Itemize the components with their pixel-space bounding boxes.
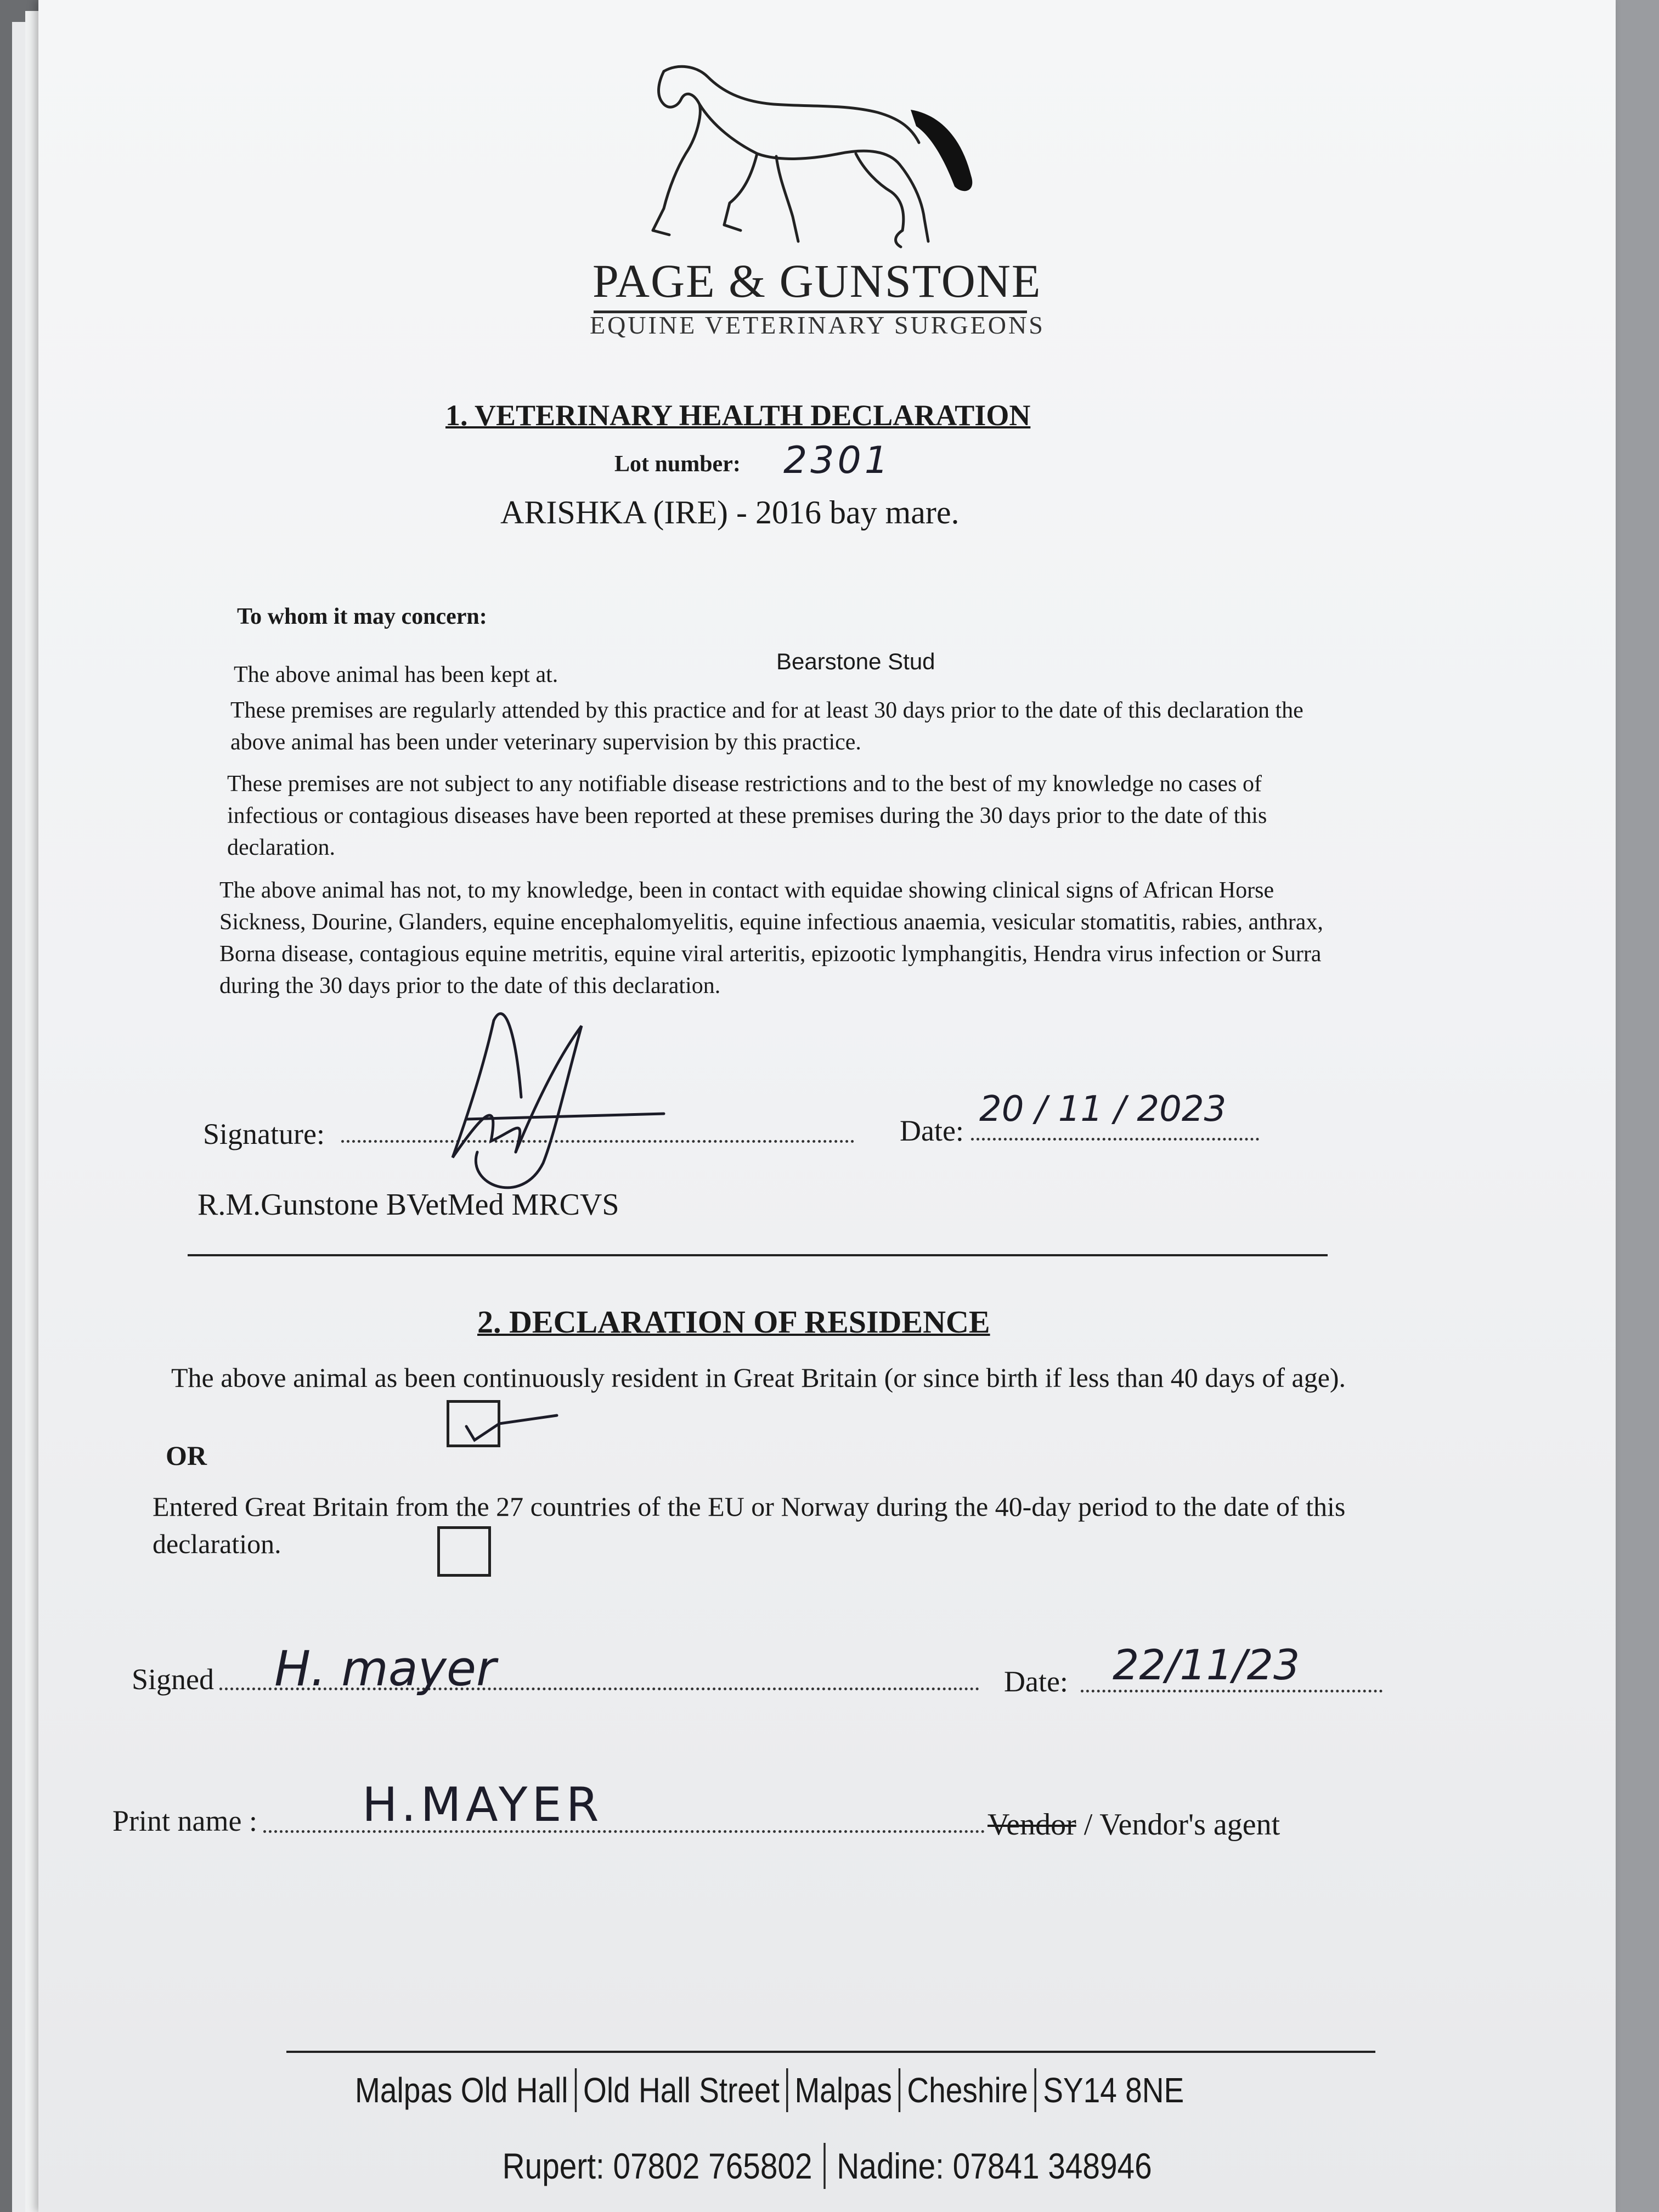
residence-option-2: Entered Great Britain from the 27 countries of the EU or Norway during the 40-day period to the date of this declaration.: [153, 1491, 1346, 1559]
print-name-label: Print name :: [112, 1804, 257, 1837]
phone-rupert: Rupert: 07802 765802: [502, 2146, 812, 2186]
address-line: Malpas Old Hall: [355, 2070, 568, 2110]
signed-label: Signed: [132, 1663, 215, 1696]
lot-number-value: 2301: [783, 439, 892, 482]
option2-checkbox[interactable]: [437, 1526, 491, 1577]
print-name-value: H.MAYER: [362, 1778, 603, 1832]
footer-divider: [286, 2051, 1375, 2053]
brand-subtitle: EQUINE VETERINARY SURGEONS: [590, 311, 1045, 339]
section-divider: [188, 1254, 1328, 1256]
vet-name: R.M.Gunstone BVetMed MRCVS: [198, 1188, 619, 1222]
signed-signature: H. mayer: [274, 1640, 496, 1697]
phone-nadine: Nadine: 07841 348946: [837, 2146, 1152, 2186]
section2-heading: 2. DECLARATION OF RESIDENCE: [477, 1304, 990, 1340]
or-label: OR: [166, 1440, 207, 1471]
section1-heading: 1. VETERINARY HEALTH DECLARATION: [445, 399, 1031, 432]
vendor-agent: / Vendor's agent: [1076, 1808, 1280, 1842]
footer-phones: [491, 2143, 1163, 2189]
salutation: To whom it may concern:: [237, 604, 487, 629]
date-value: 20 / 11 / 2023: [979, 1089, 1227, 1130]
residence-option-1: The above animal as been continuously resident in Great Britain (or since birth if less than 40 days of age).: [171, 1362, 1346, 1393]
brand-name: PAGE & GUNSTONE: [592, 255, 1042, 307]
tick-mark-icon: [455, 1393, 565, 1448]
document-page: [38, 0, 1616, 2212]
date2-value: 22/11/23: [1113, 1640, 1300, 1689]
kept-at-label: The above animal has been kept at.: [234, 662, 558, 687]
date2-label: Date:: [1004, 1665, 1068, 1698]
lot-number-label: Lot number:: [614, 452, 741, 477]
date2-line: [1081, 1690, 1383, 1692]
vendor-struck: Vendor: [988, 1808, 1076, 1842]
date-label: Date:: [900, 1114, 964, 1147]
footer-address: [348, 2068, 1190, 2112]
kept-at-value: Bearstone Stud: [776, 648, 935, 674]
disease-restrictions-paragraph: These premises are not subject to any notifiable disease restrictions and to the best of my knowledge no cases of infectious or contagious diseases have been reported at these premises during the 30 days prior to the date of this declaration.: [227, 771, 1267, 860]
horse-logo-icon: [647, 60, 998, 269]
supervision-paragraph: These premises are regularly attended by this practice and for at least 30 days prior to the date of this declaration the above animal has been under veterinary supervision by this practice.: [230, 698, 1304, 755]
address-postcode: SY14 8NE: [1043, 2070, 1184, 2110]
vet-signature: [433, 988, 686, 1207]
signature-label: Signature:: [203, 1118, 325, 1150]
horse-description: ARISHKA (IRE) - 2016 bay mare.: [500, 494, 960, 531]
address-county: Cheshire: [907, 2070, 1028, 2110]
date-line: [971, 1138, 1259, 1141]
vendor-role: [988, 1807, 1280, 1842]
address-street: Old Hall Street: [583, 2070, 780, 2110]
contact-paragraph: The above animal has not, to my knowledge, been in contact with equidae showing clinical signs of African Horse Sickness, Dourine, Glanders, equine encephalomyelitis, equine infectious anaemia, vesicular stomatitis, rabies, anthrax, Borna disease, contagious equine metritis, equine viral arteritis, epizootic lymphangitis, Hendra virus infection or Surra during the 30 days prior to the date of this declaration.: [219, 878, 1323, 998]
address-town: Malpas: [794, 2070, 892, 2110]
